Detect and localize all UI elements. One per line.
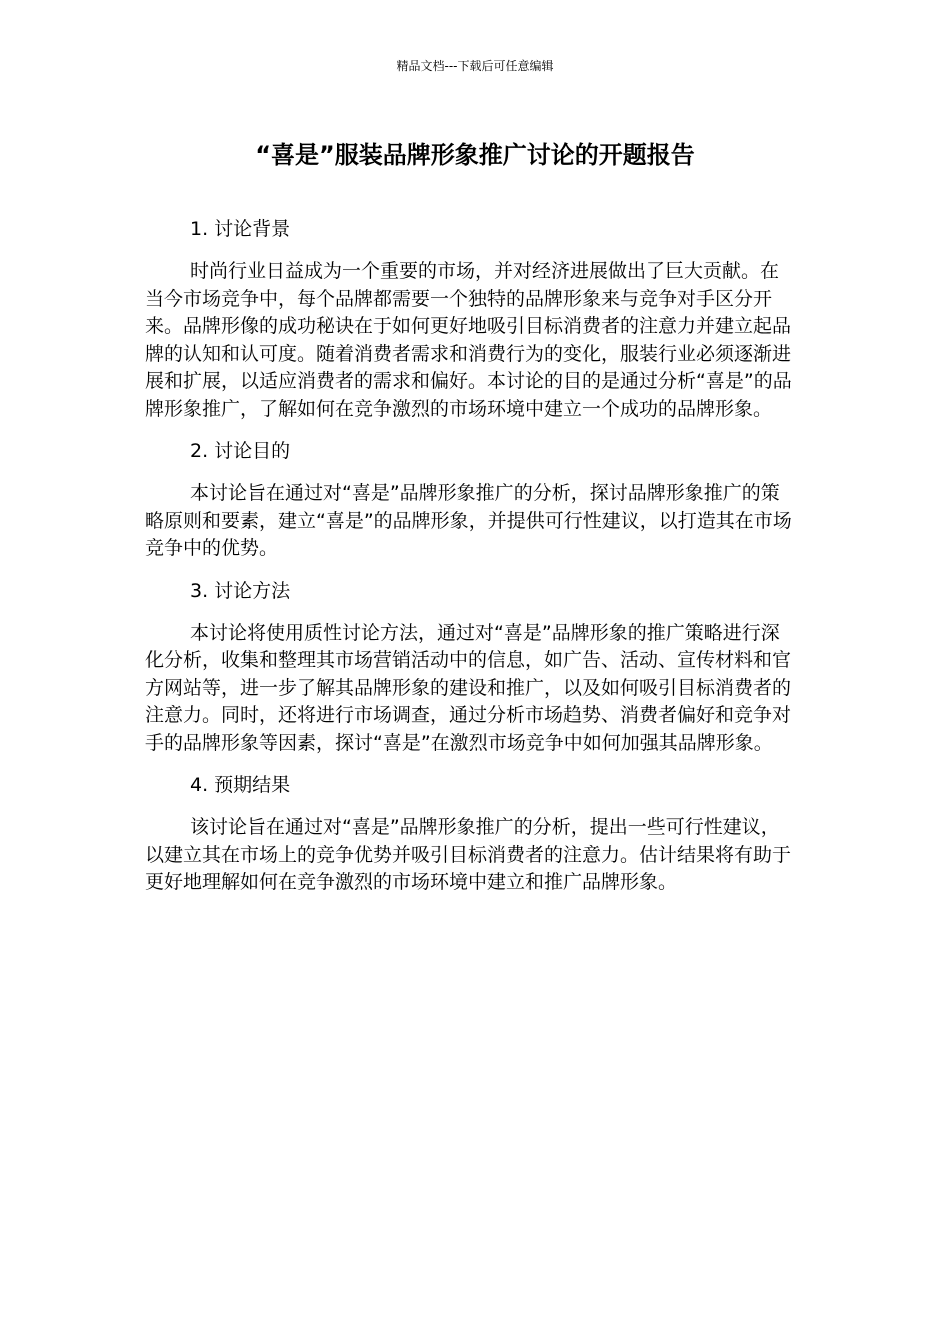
section-paragraph-purpose: 本讨论旨在通过对“喜是”品牌形象推广的分析，探讨品牌形象推广的策略原则和要素，建立“喜是”的品牌形象，并提供可行性建议，以打造其在市场竞争中的优势。 xyxy=(145,482,792,559)
document-body xyxy=(145,215,795,911)
section-heading-expected-results: 4. 预期结果 xyxy=(190,774,291,796)
section-heading-method: 3. 讨论方法 xyxy=(190,579,291,602)
header-note: 精品文档---下载后可任意编辑 xyxy=(396,59,554,73)
section-paragraph-expected-results: 该讨论旨在通过对“喜是”品牌形象推广的分析，提出一些可行性建议，以建立其在市场上的竞争优势并吸引目标消费者的注意力。估计结果将有助于更好地理解如何在竞争激烈的市场环境中建立和推广品牌形象。 xyxy=(145,816,792,893)
section-paragraph-method: 本讨论将使用质性讨论方法，通过对“喜是”品牌形象的推广策略进行深化分析，收集和整理其市场营销活动中的信息，如广告、活动、宣传材料和官方网站等，进一步了解其品牌形象的建设和推广，以及如何吸引目标消费者的注意力。同时，还将进行市场调查，通过分析市场趋势、消费者偏好和竞争对手的品牌形象等因素，探讨“喜是”在激烈市场竞争中如何加强其品牌形象。 xyxy=(145,621,792,754)
section-heading-background: 1. 讨论背景 xyxy=(190,218,291,240)
section-paragraph-background: 时尚行业日益成为一个重要的市场，并对经济进展做出了巨大贡献。在当今市场竞争中，每个品牌都需要一个独特的品牌形象来与竞争对手区分开来。品牌形像的成功秘诀在于如何更好地吸引目标消费者的注意力并建立起品牌的认知和认可度。随着消费者需求和消费行为的变化，服装行业必须逐渐进展和扩展，以适应消费者的需求和偏好。本讨论的目的是通过分析“喜是”的品牌形象推广，了解如何在竞争激烈的市场环境中建立一个成功的品牌形象。 xyxy=(145,260,792,420)
section-heading-purpose: 2. 讨论目的 xyxy=(190,440,291,462)
document-title: “喜是”服装品牌形象推广讨论的开题报告 xyxy=(255,141,695,169)
